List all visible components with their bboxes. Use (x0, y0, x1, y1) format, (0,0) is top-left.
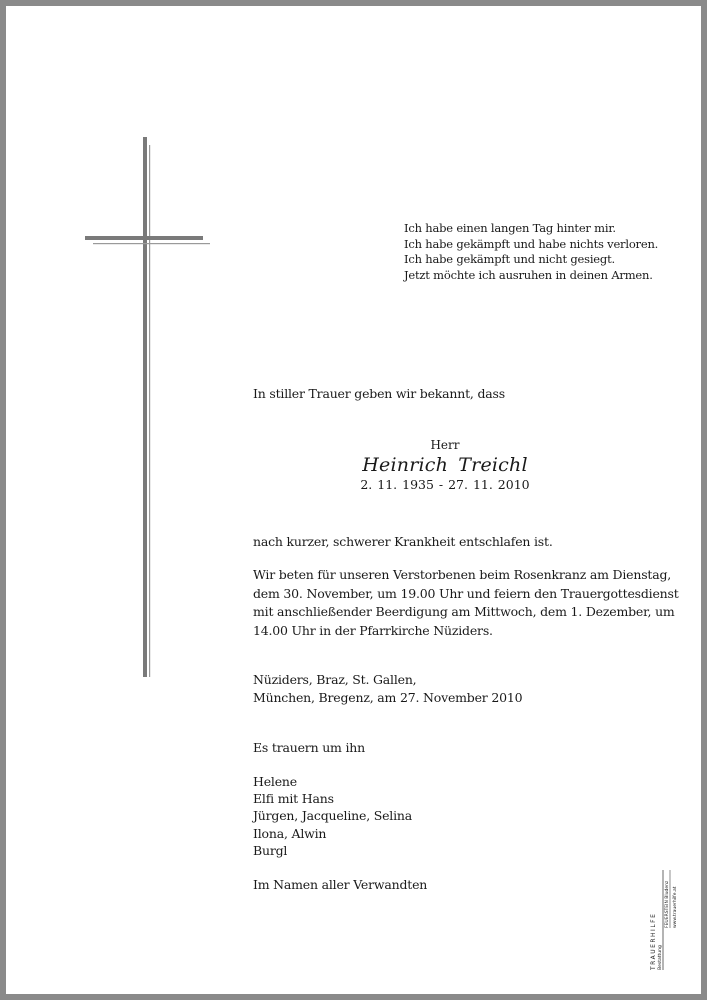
place-line: München, Bregenz, am 27. November 2010 (253, 690, 523, 705)
poem-line: Ich habe gekämpft und nicht gesiegt. (404, 252, 615, 267)
cross-icon (85, 137, 210, 677)
mourners-heading: Es trauern um ihn (253, 740, 365, 755)
service-line: Wir beten für unseren Verstorbenen beim Rosenkranz am Dienstag, (253, 567, 672, 582)
mourner: Jürgen, Jacqueline, Selina (253, 808, 412, 824)
poem-line: Ich habe einen langen Tag hinter mir. (404, 221, 616, 235)
logo-sub: Bestattung (658, 945, 663, 970)
deceased-block (345, 438, 545, 493)
funeral-home-logo (645, 868, 681, 972)
poem-line: Ich habe gekämpft und habe nichts verloren. (404, 236, 659, 251)
salutation: Herr (430, 438, 460, 452)
mourner: Burgl (253, 842, 288, 858)
deceased-name: Heinrich Treichl (362, 454, 528, 476)
poem-line: Jetzt möchte ich ausruhen in deinen Armen. (404, 267, 653, 282)
service-line: 14.00 Uhr in der Pfarrkirche Nüziders. (253, 622, 493, 638)
mourner: Helene (253, 774, 297, 789)
death-note: nach kurzer, schwerer Krankheit entschlafen ist. (253, 534, 553, 549)
logo-company: FEUERSTEIN Bludenz (665, 880, 670, 928)
place-line: Nüziders, Braz, St. Gallen, (253, 672, 417, 687)
service-info (253, 566, 679, 640)
logo-brand: TRAUERHILFE (650, 912, 657, 970)
logo-web: www.trauerhilfe.at (673, 886, 678, 928)
mourners-list (253, 773, 673, 859)
service-line: dem 30. November, um 19.00 Uhr und feiern den Trauergottesdienst (253, 585, 679, 601)
poem (404, 221, 684, 283)
intro-text: In stiller Trauer geben wir bekannt, dass (253, 386, 505, 401)
mourner: Elfi mit Hans (253, 791, 334, 807)
place-date (253, 671, 673, 707)
mourner: Ilona, Alwin (253, 825, 327, 841)
life-dates: 2. 11. 1935 - 27. 11. 2010 (360, 477, 530, 492)
service-line: mit anschließender Beerdigung am Mittwoch, dem 1. Dezember, um (253, 604, 675, 619)
closing-text: Im Namen aller Verwandten (253, 877, 428, 892)
